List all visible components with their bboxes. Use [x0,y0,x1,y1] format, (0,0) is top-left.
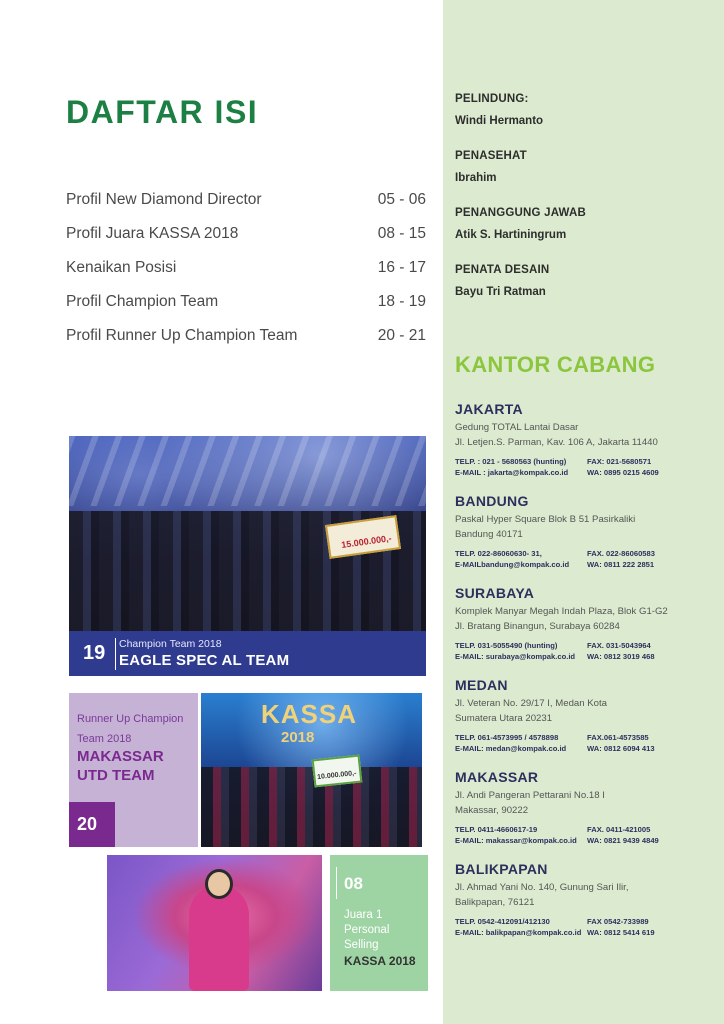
toc-item[interactable] [66,290,426,324]
banner-divider [115,638,116,670]
toc-item[interactable] [66,256,426,290]
stage-lights [69,436,426,506]
runner-up-subtitle: Runner Up Champion Team 2018 [77,713,184,745]
branch-telp: TELP. 031-5055490 (hunting) [455,641,558,650]
toc-item-pages: 08 - 15 [377,225,426,242]
credit-role: PENANGGUNG JAWAB [455,207,586,219]
runner-up-page-number: 20 [77,814,98,834]
toc-item-label: Profil Runner Up Champion Team [66,327,298,344]
address-line: Makassar, 90222 [455,805,529,816]
branch-telp: TELP. 022-86060630- 31, [455,549,542,558]
branch-medan [455,676,715,754]
branch-wa: WA: 0812 5414 619 [587,927,655,937]
toc-item-label: Kenaikan Posisi [66,259,177,276]
credit-role: PENATA DESAIN [455,264,550,276]
address-line: Bandung 40171 [455,529,523,540]
branch-contact [455,549,715,570]
address-line: Gedung TOTAL Lantai Dasar [455,422,579,433]
branch-fax: FAX. 031-5043964 [587,641,651,650]
branch-address [455,604,715,634]
toc-item[interactable] [66,222,426,256]
branch-city: MEDAN [455,677,508,693]
selling-divider [336,867,337,899]
toc-list [66,188,426,358]
credit-item [455,206,715,242]
address-line: Jl. Letjen.S. Parman, Kav. 106 A, Jakarta 11440 [455,437,658,448]
runner-up-team-photo [201,693,422,847]
prize-check-amount: 10.000.000,- [316,770,357,782]
branch-wa: WA: 0812 6094 413 [587,743,655,753]
branch-wa: WA: 0821 9439 4849 [587,835,659,845]
selling-title: KASSA 2018 [344,954,416,968]
credit-item [455,263,715,299]
toc-item-label: Profil New Diamond Director [66,191,262,208]
toc-item-pages: 05 - 06 [377,191,426,208]
credit-name: Atik S. Hartiningrum [455,229,567,241]
branch-balikpapan [455,860,715,938]
personal-selling-box [330,855,428,991]
branch-city: BANDUNG [455,493,529,509]
branch-city: SURABAYA [455,585,535,601]
branch-wa: WA: 0812 3019 468 [587,651,655,661]
branch-city: MAKASSAR [455,769,539,785]
branch-email: E-MAIL: surabaya@kompak.co.id [455,651,576,661]
branch-address [455,696,715,726]
branch-telp: TELP. : 021 - 5680563 (hunting) [455,457,567,466]
address-line: Jl. Ahmad Yani No. 140, Gunung Sari Ilir, [455,882,629,893]
credit-name: Ibrahim [455,172,497,184]
branch-list [455,400,715,952]
branch-city: JAKARTA [455,401,523,417]
branch-address [455,420,715,450]
branch-email: E-MAIL: makassar@kompak.co.id [455,835,577,845]
kassa-stage-logo: KASSA [261,699,358,729]
branch-email: E-MAIL: balikpapan@kompak.co.id [455,927,582,937]
address-line: Komplek Manyar Megah Indah Plaza, Blok G1-G2 [455,606,668,617]
toc-item-pages: 16 - 17 [377,259,426,276]
address-line: Jl. Bratang Binangun, Surabaya 60284 [455,621,620,632]
branch-surabaya [455,584,715,662]
credits-list [455,92,715,320]
branch-email: E-MAILbandung@kompak.co.id [455,559,570,569]
credit-role: PENASEHAT [455,150,527,162]
toc-item[interactable] [66,188,426,222]
branch-telp: TELP. 0542-412091/412130 [455,917,550,926]
address-line: Jl. Andi Pangeran Pettarani No.18 I [455,790,605,801]
branch-fax: FAX: 021-5680571 [587,457,652,466]
address-line: Jl. Veteran No. 29/17 I, Medan Kota [455,698,607,709]
branch-telp: TELP. 0411-4660617-19 [455,825,538,834]
prize-check [312,755,363,788]
champion-page-number: 19 [83,642,106,664]
team-crowd [201,767,422,847]
prize-check-amount: 15.000.000,- [340,533,393,551]
address-line: Paskal Hyper Square Blok B 51 Pasirkaliki [455,514,636,525]
branch-fax: FAX. 0411-421005 [587,825,651,834]
champion-banner [69,631,426,676]
champion-subtitle: Champion Team 2018 [119,638,222,650]
credit-role: PELINDUNG: [455,93,529,105]
branch-bandung [455,492,715,570]
branch-contact [455,917,715,938]
selling-page-number: 08 [344,874,363,893]
credit-item [455,149,715,185]
toc-item-label: Profil Champion Team [66,293,219,310]
toc-item-pages: 18 - 19 [377,293,426,310]
address-line: Sumatera Utara 20231 [455,713,553,724]
branch-city: BALIKPAPAN [455,861,548,877]
branch-email: E-MAIL : jakarta@kompak.co.id [455,467,569,477]
toc-item-label: Profil Juara KASSA 2018 [66,225,239,242]
branch-address [455,512,715,542]
branch-contact [455,733,715,754]
selling-subtitle: Juara 1 Personal Selling [344,909,390,951]
branch-email: E-MAIL: medan@kompak.co.id [455,743,567,753]
branch-fax: FAX.061-4573585 [587,733,649,742]
branch-makassar [455,768,715,846]
champion-team-photo [69,436,426,631]
address-line: Balikpapan, 76121 [455,897,535,908]
credit-item [455,92,715,128]
winner-figure [189,885,249,991]
branch-address [455,788,715,818]
branch-fax: FAX. 022-86060583 [587,549,655,558]
branch-contact [455,641,715,662]
runner-up-number-box [69,802,115,847]
champion-team-name: EAGLE SPEC AL TEAM [119,652,290,669]
kantor-cabang-title: KANTOR CABANG [455,352,656,377]
kassa-stage-year: 2018 [281,729,315,746]
personal-selling-photo [107,855,322,991]
winner-head [205,869,233,899]
branch-wa: WA: 0895 0215 4609 [587,467,659,477]
branch-address [455,880,715,910]
credit-name: Windi Hermanto [455,115,544,127]
runner-up-team-name: MAKASSAR UTD TEAM [77,748,164,784]
branch-jakarta [455,400,715,478]
branch-fax: FAX 0542-733989 [587,917,649,926]
branch-telp: TELP. 061-4573995 / 4578898 [455,733,559,742]
branch-wa: WA: 0811 222 2851 [587,559,655,569]
credit-name: Bayu Tri Ratman [455,286,546,298]
toc-item[interactable] [66,324,426,358]
toc-title: DAFTAR ISI [66,94,259,130]
branch-contact [455,457,715,478]
branch-contact [455,825,715,846]
toc-item-pages: 20 - 21 [377,327,426,344]
